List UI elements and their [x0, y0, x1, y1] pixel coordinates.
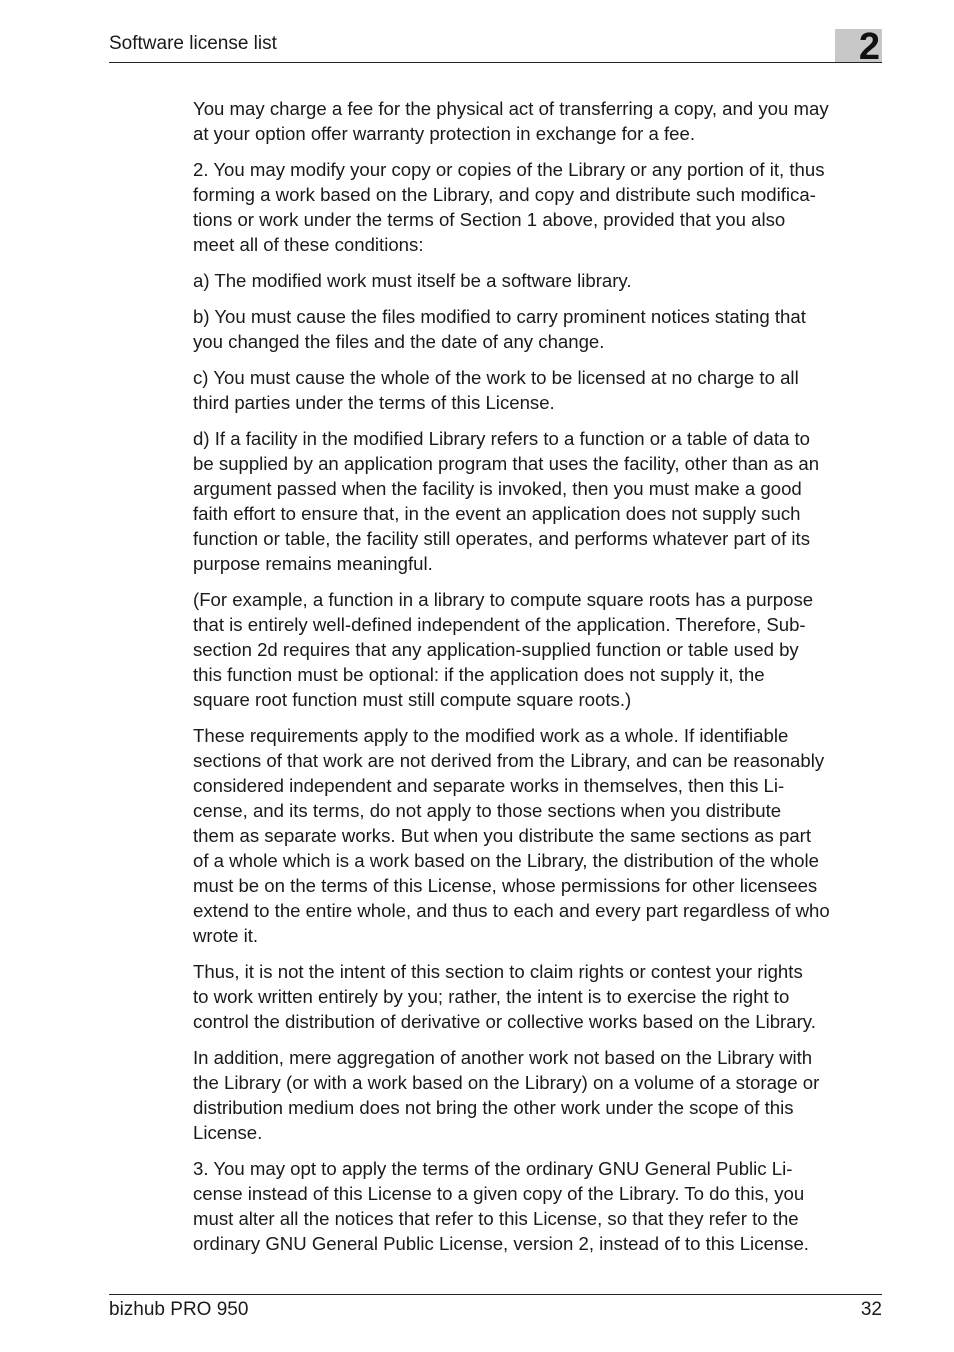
text-line: Thus, it is not the intent of this section to claim rights or contest your rights	[193, 961, 803, 982]
text-line: cense, and its terms, do not apply to those sections when you distribute	[193, 800, 782, 821]
running-header-title: Software license list	[109, 33, 277, 54]
paragraph	[193, 587, 885, 712]
text-line: third parties under the terms of this License.	[193, 392, 555, 413]
text-line: ordinary GNU General Public License, version 2, instead of to this License.	[193, 1233, 809, 1254]
text-line: tions or work under the terms of Section 1 above, provided that you also	[193, 209, 786, 230]
paragraph	[193, 268, 885, 293]
text-line: (For example, a function in a library to compute square roots has a purpose	[193, 589, 814, 610]
text-line: purpose remains meaningful.	[193, 553, 433, 574]
text-line: argument passed when the facility is invoked, then you must make a good	[193, 478, 802, 499]
text-line: section 2d requires that any application-supplied function or table used by	[193, 639, 799, 660]
text-line: forming a work based on the Library, and copy and distribute such modifica-	[193, 184, 816, 205]
paragraph	[193, 157, 885, 257]
paragraph	[193, 426, 885, 576]
text-line: that is entirely well-defined independent of the application. Therefore, Sub-	[193, 614, 806, 635]
text-line: considered independent and separate works in themselves, then this Li-	[193, 775, 785, 796]
text-line: them as separate works. But when you distribute the same sections as part	[193, 825, 812, 846]
text-line: of a whole which is a work based on the Library, the distribution of the whole	[193, 850, 819, 871]
text-line: These requirements apply to the modified work as a whole. If identifiable	[193, 725, 789, 746]
text-line: you changed the files and the date of any change.	[193, 331, 605, 352]
text-line: square root function must still compute square roots.)	[193, 689, 632, 710]
text-line: to work written entirely by you; rather, the intent is to exercise the right to	[193, 986, 790, 1007]
paragraph	[193, 1045, 885, 1145]
header-divider	[109, 62, 882, 63]
text-line: 3. You may opt to apply the terms of the ordinary GNU General Public Li-	[193, 1158, 793, 1179]
text-line: faith effort to ensure that, in the event an application does not supply such	[193, 503, 801, 524]
text-line: must be on the terms of this License, whose permissions for other licensees	[193, 875, 818, 896]
text-line: c) You must cause the whole of the work to be licensed at no charge to all	[193, 367, 799, 388]
chapter-number: 2	[858, 26, 880, 68]
text-line: at your option offer warranty protection in exchange for a fee.	[193, 123, 695, 144]
license-body-text	[193, 96, 885, 1267]
text-line: function or table, the facility still operates, and performs whatever part of its	[193, 528, 810, 549]
footer-divider	[109, 1294, 882, 1295]
text-line: License.	[193, 1122, 263, 1143]
text-line: cense instead of this License to a given copy of the Library. To do this, you	[193, 1183, 805, 1204]
text-line: this function must be optional: if the application does not supply it, the	[193, 664, 765, 685]
footer-product-name: bizhub PRO 950	[109, 1299, 249, 1320]
text-line: 2. You may modify your copy or copies of the Library or any portion of it, thus	[193, 159, 825, 180]
text-line: d) If a facility in the modified Library refers to a function or a table of data to	[193, 428, 811, 449]
text-line: distribution medium does not bring the other work under the scope of this	[193, 1097, 794, 1118]
text-line: sections of that work are not derived from the Library, and can be reasonably	[193, 750, 825, 771]
text-line: wrote it.	[193, 925, 259, 946]
text-line: must alter all the notices that refer to this License, so that they refer to the	[193, 1208, 799, 1229]
page-number: 32	[860, 1299, 882, 1320]
text-line: the Library (or with a work based on the Library) on a volume of a storage or	[193, 1072, 820, 1093]
chapter-tab	[835, 26, 882, 68]
paragraph	[193, 723, 885, 948]
text-line: extend to the entire whole, and thus to each and every part regardless of who	[193, 900, 830, 921]
text-line: meet all of these conditions:	[193, 234, 424, 255]
text-line: a) The modified work must itself be a software library.	[193, 270, 632, 291]
text-line: In addition, mere aggregation of another work not based on the Library with	[193, 1047, 813, 1068]
paragraph	[193, 959, 885, 1034]
text-line: You may charge a fee for the physical act of transferring a copy, and you may	[193, 98, 829, 119]
paragraph	[193, 96, 885, 146]
paragraph	[193, 304, 885, 354]
text-line: be supplied by an application program that uses the facility, other than as an	[193, 453, 820, 474]
text-line: b) You must cause the files modified to carry prominent notices stating that	[193, 306, 806, 327]
paragraph	[193, 1156, 885, 1256]
paragraph	[193, 365, 885, 415]
text-line: control the distribution of derivative or collective works based on the Library.	[193, 1011, 816, 1032]
